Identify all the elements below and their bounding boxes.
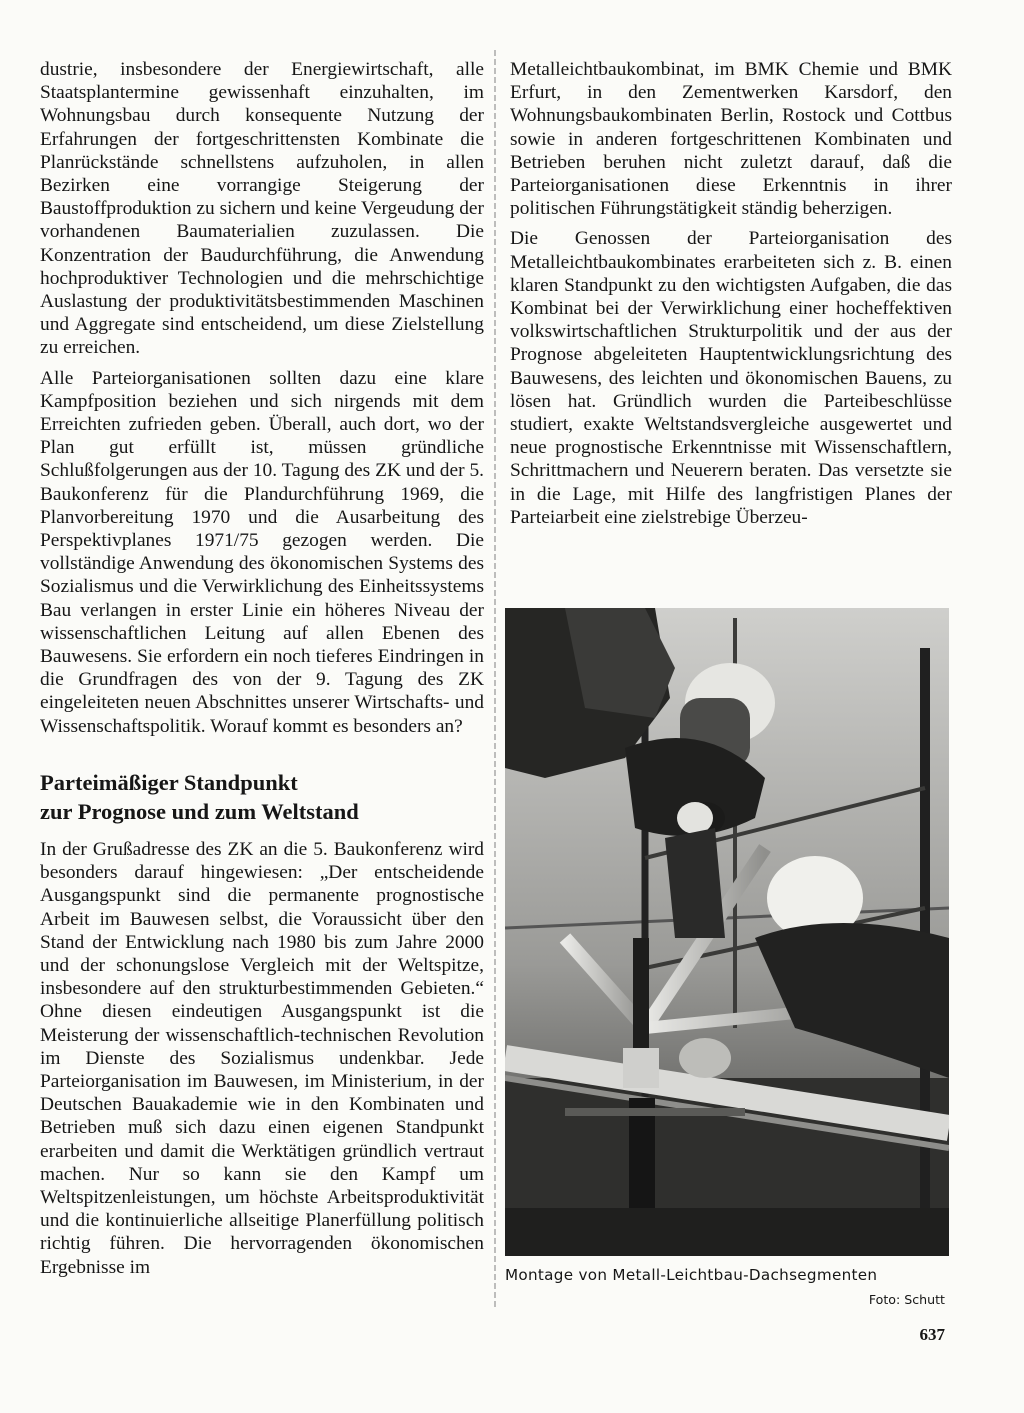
column-divider — [494, 50, 496, 1310]
construction-photo — [505, 608, 949, 1256]
left-paragraph-1: dustrie, insbesondere der Energiewirtschaft, alle Staatsplantermine gewissenhaft einzuhalten, im Wohnungsbau durch konsequente Nutzung der Erfahrungen der fortgeschrittensten Kombinate die Planrückstände schnellstens aufzuholen, in allen Bezirken eine vorrangige Steigerung der Baustoffproduktion zu sichern und keine Vergeudung der vorhandenen Baumaterialien zuzulassen. Die Konzentration der Baudurchführung, die Anwendung hochproduktiver Technologien und die mehrschichtige Auslastung der produktivitätsbestimmenden Maschinen und Aggregate sind entscheidend, um diese Zielstellung zu erreichen. — [40, 59, 484, 359]
section-heading-line-2: zur Prognose und zum Weltstand — [40, 798, 359, 824]
left-column — [40, 58, 484, 1286]
right-paragraph-1: Metalleichtbaukombinat, im BMK Chemie und BMK Erfurt, in den Zementwerken Karsdorf, den Wohnungsbaukombinaten Berlin, Rostock und Cottbus sowie in anderen fortgeschrittenen Kombinaten und Betrieben beruhen nicht zuletzt darauf, daß die Parteiorganisationen diese Erkenntnis in ihrer politischen Führungstätigkeit ständig beherzigen. — [510, 59, 952, 220]
photo-caption: Montage von Metall-Leichtbau-Dachsegmenten — [505, 1266, 878, 1284]
left-paragraph-2: Alle Parteiorganisationen sollten dazu eine klare Kampfposition beziehen und sich nirgends mit dem Erreichten zufrieden geben. Überall, auch dort, wo der Plan gut erfüllt ist, müssen gründliche Schlußfolgerungen aus der 10. Tagung des ZK und der 5. Baukonferenz für die Plandurchführung 1969, die Planvorbereitung 1970 und die Ausarbeitung des Perspektivplanes 1971/75 gezogen werden. Die vollständige Anwendung des ökonomischen Systems des Sozialismus und die Verwirklichung des Einheitssystems Bau verlangen in erster Linie ein höheres Niveau der wissenschaftlichen Leitung auf allen Ebenen des Bauwesens. Sie erfordern ein noch tieferes Eindringen in die Grundfragen des von der 9. Tagung des ZK eingeleiteten neuen Abschnittes unserer Wirtschafts- und Wissenschaftspolitik. Worauf kommt es besonders an? — [40, 367, 484, 737]
section-heading — [40, 768, 484, 826]
page-number: 637 — [919, 1325, 945, 1344]
right-paragraph-2: Die Genossen der Parteiorganisation des Metalleichtbaukombinates erarbeiteten sich z. B. einen klaren Standpunkt zu den wichtigsten Aufgaben, die das Kombinat bei der Verwirklichung einer hocheffektiven volkswirtschaftlichen Strukturpolitik und der aus der Prognose abgeleiteten Hauptentwicklungsrichtung des Bauwesens, des leichten und ökonomischen Bauens, zu lösen hat. Gründlich wurden die Parteibeschlüsse studiert, exakte Weltstandsvergleiche ausgewertet und neue prognostische Erkenntnisse mit Wissenschaftlern, Schrittmachern und Neuerern beraten. Das versetzte sie in die Lage, mit Hilfe des langfristigen Planes der Parteiarbeit eine zielstrebige Überzeu- — [510, 228, 952, 528]
left-paragraph-3: In der Grußadresse des ZK an die 5. Baukonferenz wird besonders darauf hingewiesen: „Der entscheidende Ausgangspunkt sind die permanente prognostische Arbeit im Bauwesen selbst, die Voraussicht über den Stand der Entwicklung nach 1980 bis zum Jahre 2000 und der schonungslose Vergleich mit der Weltspitze, insbesondere auf den strukturbestimmenden Gebieten.“ Ohne diesen eindeutigen Ausgangspunkt ist die Meisterung der wissenschaftlich-technischen Revolution im Dienste des Sozialismus undenkbar. Jede Parteiorganisation im Bauwesen, im Ministerium, in der Deutschen Bauakademie wie in den Kombinaten und Betrieben muß sich dazu einen eigenen Standpunkt erarbeiten und damit die Werktätigen gründlich vertraut machen. Nur so kann sie den Kampf um Weltspitzenleistungen, um höchste Arbeitsproduktivität und die kontinuierliche allseitige Planerfüllung politisch richtig führen. Die hervorragenden ökonomischen Ergebnisse im — [40, 838, 484, 1278]
section-heading-line-1: Parteimäßiger Standpunkt — [40, 769, 298, 795]
photo-illustration — [505, 608, 949, 1256]
right-column — [510, 58, 952, 536]
photo-credit: Foto: Schutt — [868, 1292, 945, 1307]
